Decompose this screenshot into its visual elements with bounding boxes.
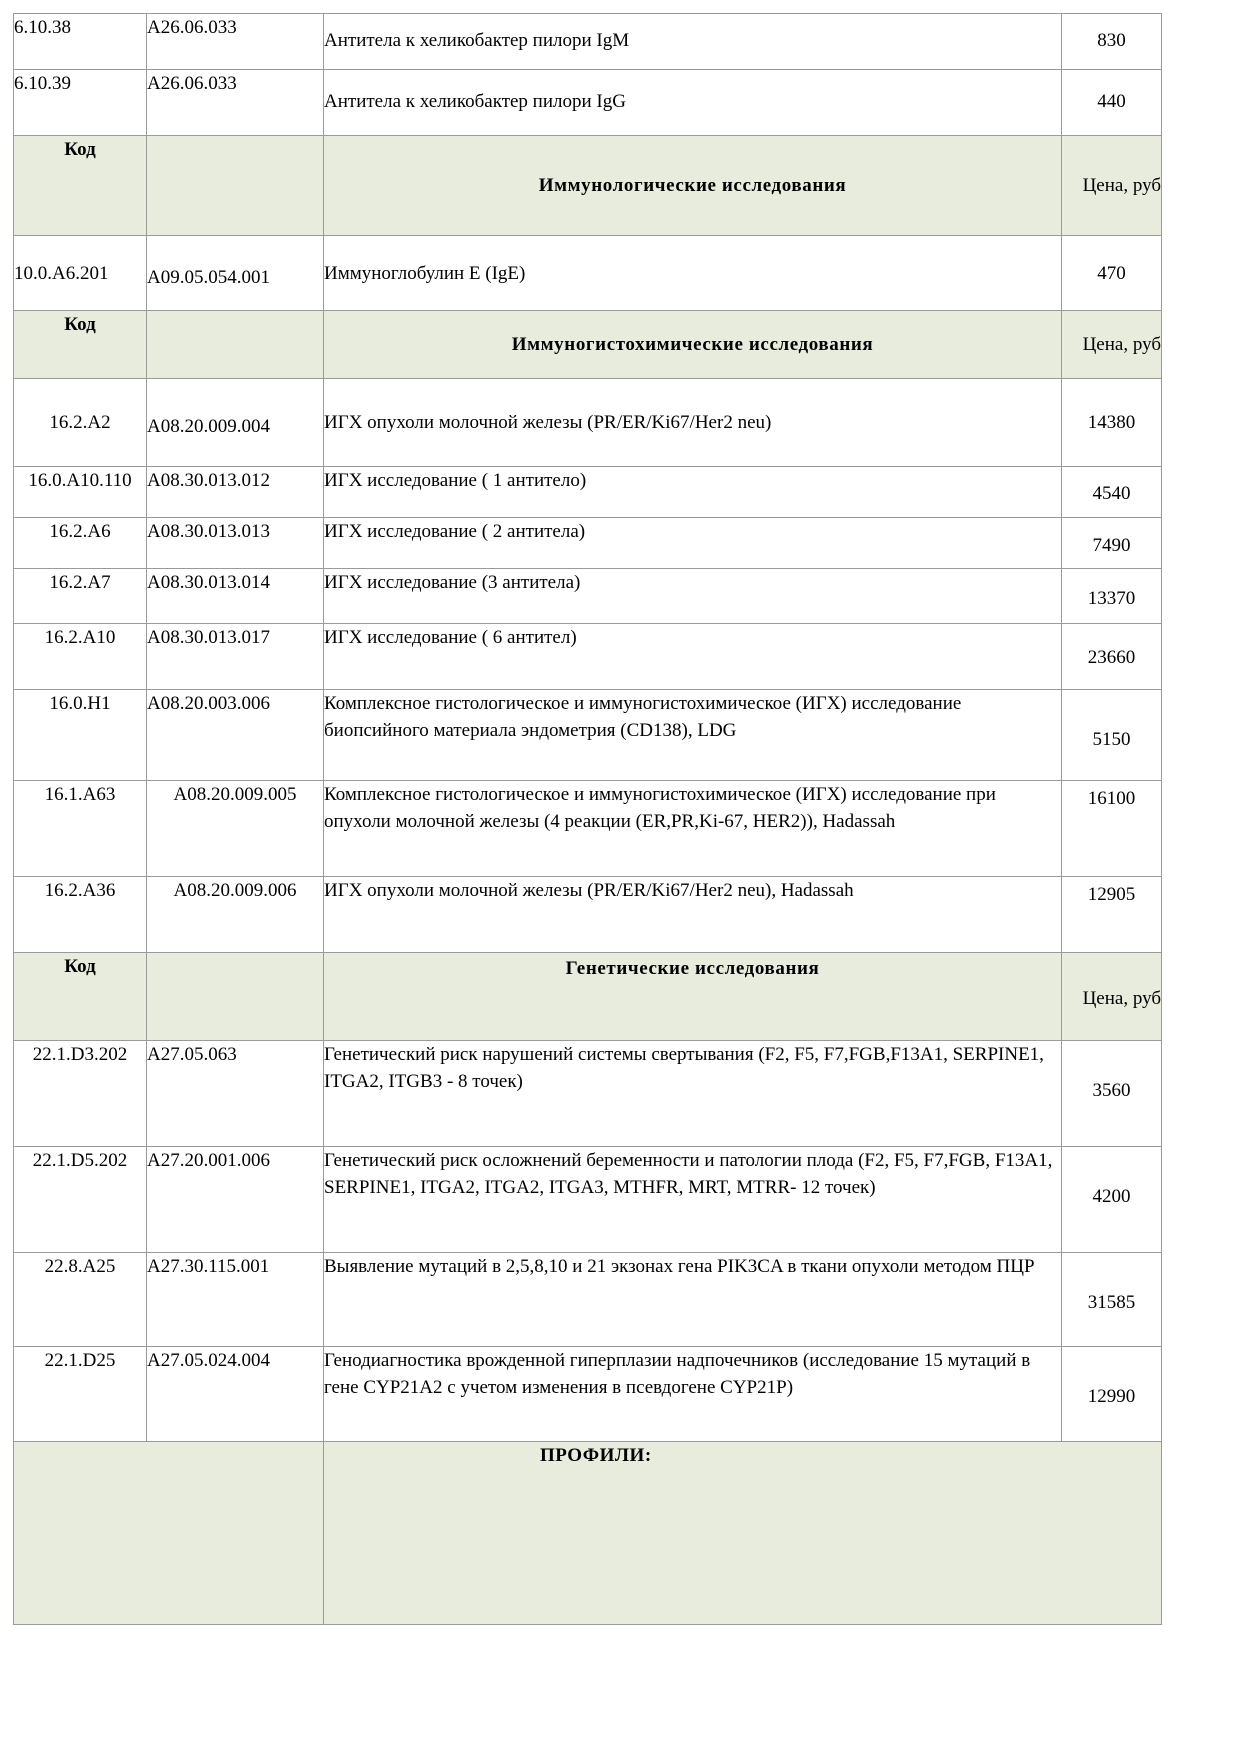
row-price: 5150 — [1062, 690, 1162, 781]
table-row — [14, 624, 1162, 690]
row-name: Генетический риск нарушений системы свертывания (F2, F5, F7,FGB,F13A1, SERPINE1, ITGA2, ITGB3 - 8 точек) — [324, 1041, 1062, 1147]
row-name: Иммуноглобулин E (IgE) — [324, 236, 1062, 311]
row-service-code: A27.05.024.004 — [147, 1347, 324, 1442]
table-row — [14, 14, 1162, 70]
table-row — [14, 781, 1162, 877]
row-service-code: A08.20.009.004 — [147, 379, 324, 467]
section-title: Генетические исследования — [324, 953, 1062, 1041]
table-row — [14, 70, 1162, 136]
row-price: 14380 — [1062, 379, 1162, 467]
table-row — [14, 518, 1162, 569]
row-price: 4200 — [1062, 1147, 1162, 1253]
row-service-code: A27.05.063 — [147, 1041, 324, 1147]
table-row — [14, 690, 1162, 781]
section-code-label: Код — [14, 136, 147, 236]
row-price: 3560 — [1062, 1041, 1162, 1147]
table-row — [14, 877, 1162, 953]
section-title: Иммуногистохимические исследования — [324, 311, 1062, 379]
row-service-code: A26.06.033 — [147, 70, 324, 136]
row-service-code: A08.20.009.006 — [147, 877, 324, 953]
row-name: Антитела к хеликобактер пилори IgG — [324, 70, 1062, 136]
price-table — [13, 13, 1162, 1625]
row-name: Комплексное гистологическое и иммуногистохимическое (ИГХ) исследование биопсийного материала эндометрия (CD138), LDG — [324, 690, 1062, 781]
row-name: Выявление мутаций в 2,5,8,10 и 21 экзонах гена PIK3CA в ткани опухоли методом ПЦР — [324, 1253, 1062, 1347]
section-blank — [147, 136, 324, 236]
table-row — [14, 236, 1162, 311]
table-row — [14, 1041, 1162, 1147]
section-title: Иммунологические исследования — [324, 136, 1062, 236]
row-code: 16.0.A10.110 — [14, 467, 147, 518]
row-code: 16.2.A10 — [14, 624, 147, 690]
table-row — [14, 467, 1162, 518]
row-service-code: A26.06.033 — [147, 14, 324, 70]
row-price: 7490 — [1062, 518, 1162, 569]
row-name: Генодиагностика врожденной гиперплазии надпочечников (исследование 15 мутаций в гене CYP21A2 с учетом изменения в псевдогене CYP21P) — [324, 1347, 1062, 1442]
section-code-label: Код — [14, 311, 147, 379]
section-code-label: Код — [14, 953, 147, 1041]
row-code: 22.1.D25 — [14, 1347, 147, 1442]
row-service-code: A08.30.013.013 — [147, 518, 324, 569]
row-price: 470 — [1062, 236, 1162, 311]
row-code: 22.8.A25 — [14, 1253, 147, 1347]
row-price: 13370 — [1062, 569, 1162, 624]
section-blank — [147, 311, 324, 379]
section-header-genetics — [14, 953, 1162, 1041]
row-code: 16.2.A7 — [14, 569, 147, 624]
row-name: Комплексное гистологическое и иммуногистохимическое (ИГХ) исследование при опухоли молочной железы (4 реакции (ER,PR,Ki-67, HER2)), Hadassah — [324, 781, 1062, 877]
row-service-code: A27.20.001.006 — [147, 1147, 324, 1253]
row-price: 830 — [1062, 14, 1162, 70]
table-row — [14, 379, 1162, 467]
row-price: 440 — [1062, 70, 1162, 136]
row-service-code: A08.30.013.017 — [147, 624, 324, 690]
row-code: 6.10.39 — [14, 70, 147, 136]
table-row — [14, 569, 1162, 624]
section-blank — [147, 953, 324, 1041]
section-price-label: Цена, руб — [1062, 953, 1162, 1041]
section-header-immunohistochemistry — [14, 311, 1162, 379]
row-name: ИГХ опухоли молочной железы (PR/ER/Ki67/Her2 neu) — [324, 379, 1062, 467]
row-code: 16.2.A36 — [14, 877, 147, 953]
row-price: 12990 — [1062, 1347, 1162, 1442]
row-price: 16100 — [1062, 781, 1162, 877]
row-price: 12905 — [1062, 877, 1162, 953]
table-row — [14, 1147, 1162, 1253]
section-price-label: Цена, руб — [1062, 136, 1162, 236]
row-code: 16.1.A63 — [14, 781, 147, 877]
row-code: 10.0.A6.201 — [14, 236, 147, 311]
row-code: 22.1.D3.202 — [14, 1041, 147, 1147]
row-name: ИГХ исследование ( 6 антител) — [324, 624, 1062, 690]
row-name: ИГХ опухоли молочной железы (PR/ER/Ki67/Her2 neu), Hadassah — [324, 877, 1062, 953]
row-name: ИГХ исследование ( 1 антитело) — [324, 467, 1062, 518]
row-service-code: A27.30.115.001 — [147, 1253, 324, 1347]
profiles-section — [14, 1442, 1162, 1625]
row-code: 22.1.D5.202 — [14, 1147, 147, 1253]
profiles-cell — [324, 1442, 1162, 1625]
profiles-label: ПРОФИЛИ: — [540, 1445, 652, 1466]
row-service-code: A08.20.003.006 — [147, 690, 324, 781]
section-header-immunology — [14, 136, 1162, 236]
row-price: 31585 — [1062, 1253, 1162, 1347]
row-service-code: A08.30.013.012 — [147, 467, 324, 518]
row-name: Антитела к хеликобактер пилори IgM — [324, 14, 1062, 70]
row-service-code: A08.30.013.014 — [147, 569, 324, 624]
row-price: 23660 — [1062, 624, 1162, 690]
table-row — [14, 1347, 1162, 1442]
row-code: 16.2.A6 — [14, 518, 147, 569]
row-name: ИГХ исследование ( 2 антитела) — [324, 518, 1062, 569]
row-price: 4540 — [1062, 467, 1162, 518]
row-code: 16.0.H1 — [14, 690, 147, 781]
row-name: Генетический риск осложнений беременности и патологии плода (F2, F5, F7,FGB, F13A1, SERPINE1, ITGA2, ITGA2, ITGA3, MTHFR, MRT, MTRR- 12 точек) — [324, 1147, 1062, 1253]
row-service-code: A08.20.009.005 — [147, 781, 324, 877]
table-row — [14, 1253, 1162, 1347]
section-price-label: Цена, руб — [1062, 311, 1162, 379]
row-service-code: A09.05.054.001 — [147, 236, 324, 311]
row-code: 6.10.38 — [14, 14, 147, 70]
profiles-blank — [14, 1442, 324, 1625]
row-code: 16.2.A2 — [14, 379, 147, 467]
row-name: ИГХ исследование (3 антитела) — [324, 569, 1062, 624]
